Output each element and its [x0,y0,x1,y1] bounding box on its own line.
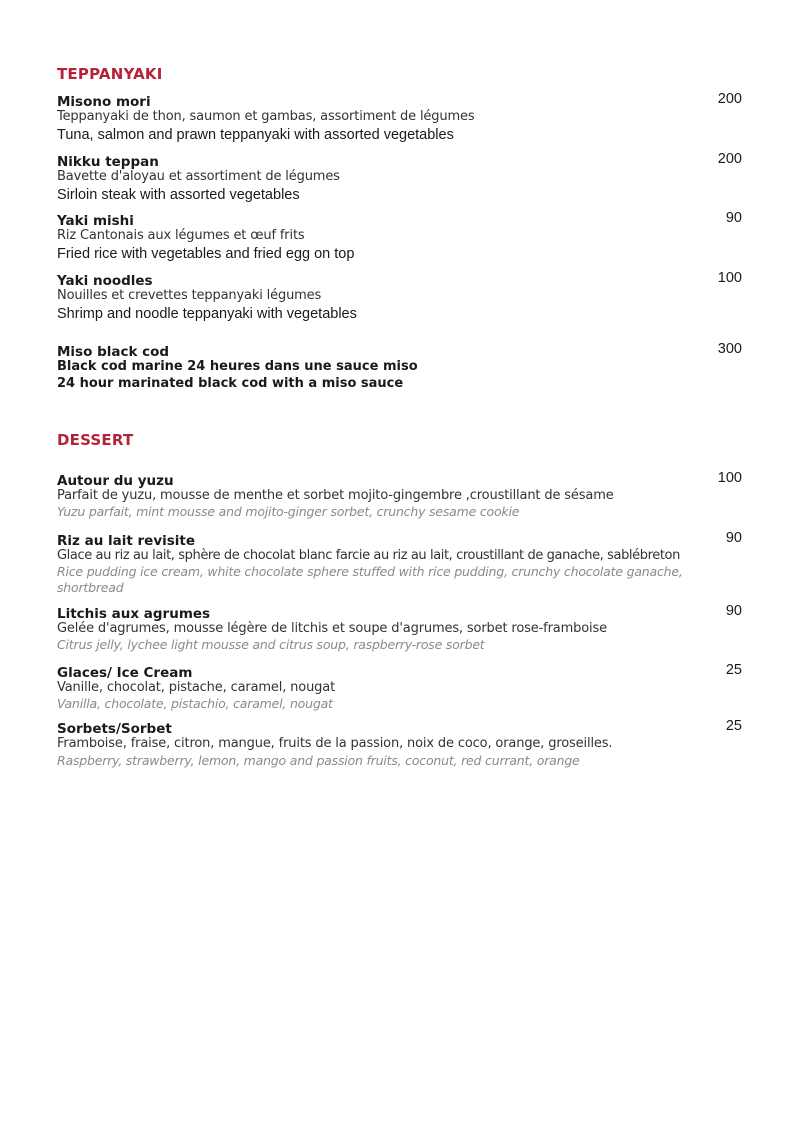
item-description-fr: Black cod marine 24 heures dans une sauce miso [57,359,418,374]
item-name: Misono mori [57,94,151,110]
menu-item [57,210,742,264]
item-description-en: Fried rice with vegetables and fried egg on top [57,246,355,262]
item-description-en: Raspberry, strawberry, lemon, mango and passion fruits, coconut, red currant, orange [57,753,580,768]
item-price: 25 [725,718,742,734]
item-price: 200 [717,91,742,107]
menu-item [57,470,742,520]
item-price: 90 [725,210,742,226]
item-description-fr: Glace au riz au lait, sphère de chocolat blanc farcie au riz au lait, croustillant de ganache, sablébreton [57,548,680,563]
item-description-en: Rice pudding ice cream, white chocolate sphere stuffed with rice pudding, crunchy chocolate ganache, shortbread [57,564,683,595]
menu-item [57,341,742,392]
item-name: Litchis aux agrumes [57,606,211,622]
section-title-dessert: DESSERT [57,431,134,449]
item-name: Miso black cod [57,344,170,360]
menu-item [57,718,742,769]
item-name: Nikku teppan [57,154,159,170]
item-price: 100 [717,470,742,486]
item-description-fr: Bavette d'aloyau et assortiment de légumes [57,169,340,184]
menu-item [57,662,742,712]
menu-item [57,91,742,145]
item-description-fr: Nouilles et crevettes teppanyaki légumes [57,288,322,303]
item-description-en: Sirloin steak with assorted vegetables [57,187,300,203]
menu-item [57,270,742,324]
item-name: Yaki mishi [57,213,134,229]
item-price: 300 [717,341,742,357]
menu-item [57,530,742,596]
item-name: Autour du yuzu [57,473,174,489]
item-description-fr: Vanille, chocolat, pistache, caramel, nougat [57,680,336,695]
menu-item [57,603,742,653]
item-description-fr: Riz Cantonais aux légumes et œuf frits [57,228,305,243]
item-description-fr: Framboise, fraise, citron, mangue, fruits de la passion, noix de coco, orange, groseilles. [57,736,613,751]
item-price: 90 [725,603,742,619]
menu-item [57,151,742,205]
item-price: 25 [725,662,742,678]
item-price: 100 [717,270,742,286]
item-description-en: Citrus jelly, lychee light mousse and citrus soup, raspberry-rose sorbet [57,637,485,652]
item-description-en: 24 hour marinated black cod with a miso sauce [57,376,404,391]
item-price: 200 [717,151,742,167]
item-description-en: Yuzu parfait, mint mousse and mojito-ginger sorbet, crunchy sesame cookie [57,504,520,519]
item-description-fr: Parfait de yuzu, mousse de menthe et sorbet mojito-gingembre ,croustillant de sésame [57,488,614,503]
item-description-en: Vanilla, chocolate, pistachio, caramel, nougat [57,696,333,711]
item-description-fr: Gelée d'agrumes, mousse légère de litchis et soupe d'agrumes, sorbet rose-framboise [57,621,607,636]
item-name: Glaces/ Ice Cream [57,665,193,681]
section-title-teppanyaki: TEPPANYAKI [57,65,163,83]
item-price: 90 [725,530,742,546]
item-name: Riz au lait revisite [57,533,196,549]
item-description-en: Shrimp and noodle teppanyaki with vegetables [57,306,357,322]
item-name: Sorbets/Sorbet [57,721,172,737]
item-description-fr: Teppanyaki de thon, saumon et gambas, assortiment de légumes [57,109,475,124]
item-name: Yaki noodles [57,273,153,289]
item-description-en: Tuna, salmon and prawn teppanyaki with assorted vegetables [57,127,454,143]
